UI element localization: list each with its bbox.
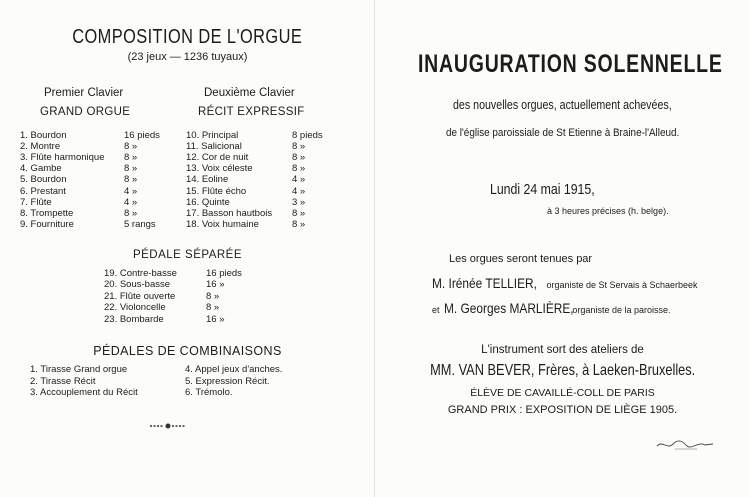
stop-value: 8 » xyxy=(292,207,306,219)
stop-row xyxy=(186,219,337,230)
stop-row xyxy=(186,197,337,208)
ateliers-line: L'instrument sort des ateliers de xyxy=(481,344,644,356)
combinaisons-title: PÉDALES DE COMBINAISONS xyxy=(93,344,282,358)
organist2-prefix: et xyxy=(432,305,440,315)
stop-row xyxy=(186,186,337,197)
stop-row xyxy=(20,208,169,219)
stop-name: 15. Flûte écho xyxy=(186,185,247,197)
stop-row xyxy=(186,130,337,141)
stop-name: 12. Cor de nuit xyxy=(186,152,249,164)
stop-value: 8 » xyxy=(124,163,138,175)
stop-value: 8 » xyxy=(292,163,306,175)
stop-row xyxy=(20,219,169,230)
stop-name: 8. Trompette xyxy=(20,207,74,219)
stop-name: 7. Flûte xyxy=(20,196,52,208)
combination-item: 3. Accouplement du Récit xyxy=(30,387,138,398)
stop-value: 8 » xyxy=(124,141,138,153)
stop-name: 6. Prestant xyxy=(20,185,66,197)
stop-name: 5. Bourdon xyxy=(20,174,67,186)
stop-row xyxy=(20,130,169,141)
stop-value: 16 pieds xyxy=(124,130,160,141)
stop-value: 4 » xyxy=(124,196,138,208)
stop-value: 5 rangs xyxy=(124,218,156,230)
stop-name: 22. Violoncelle xyxy=(104,302,166,314)
builder-line: MM. VAN BEVER, Frères, à Laeken-Bruxelles. xyxy=(429,362,696,379)
stop-value: 4 » xyxy=(292,174,306,186)
stop-value: 16 » xyxy=(206,279,225,291)
stop-row xyxy=(104,279,251,290)
stop-row xyxy=(104,302,251,313)
line-nouvelles-orgues: des nouvelles orgues, actuellement achevées, xyxy=(453,97,672,112)
stop-value: 4 » xyxy=(124,185,138,197)
combination-item: 4. Appel jeux d'anches. xyxy=(185,364,283,375)
stop-name: 9. Fourniture xyxy=(20,218,74,230)
clavier1-heading: Premier Clavier xyxy=(44,87,124,99)
organ-composition-subtitle: (23 jeux — 1236 tuyaux) xyxy=(127,51,248,63)
line-eglise: de l'église paroissiale de St Etienne à Braine-l'Alleud. xyxy=(445,127,680,139)
signature-mark xyxy=(655,438,715,452)
stop-name: 21. Flûte ouverte xyxy=(104,290,176,302)
stop-value: 8 » xyxy=(292,152,306,164)
stop-name: 23. Bombarde xyxy=(104,313,164,325)
stop-name: 16. Quinte xyxy=(186,196,230,208)
organist1-line xyxy=(432,275,698,293)
stop-row xyxy=(186,208,337,219)
stop-value: 16 » xyxy=(206,313,225,325)
event-time: à 3 heures précises (h. belge). xyxy=(547,206,669,216)
grand-prix-line: GRAND PRIX : EXPOSITION DE LIÈGE 1905. xyxy=(447,404,678,416)
organist1-role: organiste de St Servais à Schaerbeek xyxy=(546,280,698,290)
inauguration-title: INAUGURATION SOLENNELLE xyxy=(417,50,723,78)
stop-value: 8 » xyxy=(124,174,138,186)
stop-value: 8 » xyxy=(124,207,138,219)
stop-row xyxy=(186,141,337,152)
stop-value: 8 » xyxy=(206,302,220,314)
right-page xyxy=(375,0,750,497)
stop-name: 4. Gambe xyxy=(20,163,62,175)
stop-value: 16 pieds xyxy=(206,268,242,279)
stop-name: 20. Sous-basse xyxy=(104,279,171,291)
clavier2-heading: Deuxième Clavier xyxy=(204,87,295,99)
stop-value: 8 » xyxy=(206,290,220,302)
combination-item: 2. Tirasse Récit xyxy=(30,375,96,387)
pedale-title: PÉDALE SÉPARÉE xyxy=(132,249,243,261)
stop-row xyxy=(20,197,169,208)
organist2-name: M. Georges MARLIÈRE, xyxy=(443,300,574,316)
organ-composition-title: COMPOSITION DE L'ORGUE xyxy=(72,26,303,48)
organist1-name: M. Irénée TELLIER, xyxy=(432,275,537,291)
combination-item: 5. Expression Récit. xyxy=(185,375,270,387)
stop-name: 10. Principal xyxy=(186,130,239,141)
stop-row xyxy=(20,186,169,197)
organist2-line xyxy=(432,300,670,318)
stop-name: 18. Voix humaine xyxy=(186,218,259,230)
stop-row xyxy=(104,291,251,302)
stop-name: 17. Basson hautbois xyxy=(186,207,273,219)
event-date: Lundi 24 mai 1915, xyxy=(490,181,595,198)
eleve-line: ÉLÈVE DE CAVAILLÉ-COLL DE PARIS xyxy=(470,387,655,399)
stop-row xyxy=(104,268,251,279)
stop-value: 3 » xyxy=(292,196,306,208)
tenues-line: Les orgues seront tenues par xyxy=(449,253,593,265)
stop-row xyxy=(20,141,169,152)
stop-row xyxy=(186,163,337,174)
stop-value: 8 » xyxy=(292,141,306,153)
clavier2-name: RÉCIT EXPRESSIF xyxy=(198,106,305,118)
combination-item: 6. Trémolo. xyxy=(185,387,233,398)
stop-row xyxy=(104,314,251,325)
stop-row xyxy=(186,152,337,163)
ornament-divider xyxy=(148,421,188,431)
stop-value: 8 » xyxy=(292,218,306,230)
combination-item: 1. Tirasse Grand orgue xyxy=(30,364,128,375)
stop-value: 4 » xyxy=(292,185,306,197)
stop-name: 2. Montre xyxy=(20,141,61,153)
organist2-role: organiste de la paroisse. xyxy=(572,305,671,315)
stop-name: 3. Flûte harmonique xyxy=(20,152,105,164)
stop-name: 14. Eoline xyxy=(186,174,229,186)
stop-row xyxy=(186,174,337,185)
stop-name: 11. Salicional xyxy=(186,141,242,153)
stop-name: 13. Voix céleste xyxy=(186,163,253,175)
stop-row xyxy=(20,174,169,185)
stop-row xyxy=(20,152,169,163)
stop-value: 8 » xyxy=(124,152,138,164)
stop-name: 19. Contre-basse xyxy=(104,268,177,279)
clavier1-name: GRAND ORGUE xyxy=(40,106,131,118)
stop-name: 1. Bourdon xyxy=(20,130,67,141)
stop-value: 8 pieds xyxy=(292,130,323,141)
stop-row xyxy=(20,163,169,174)
